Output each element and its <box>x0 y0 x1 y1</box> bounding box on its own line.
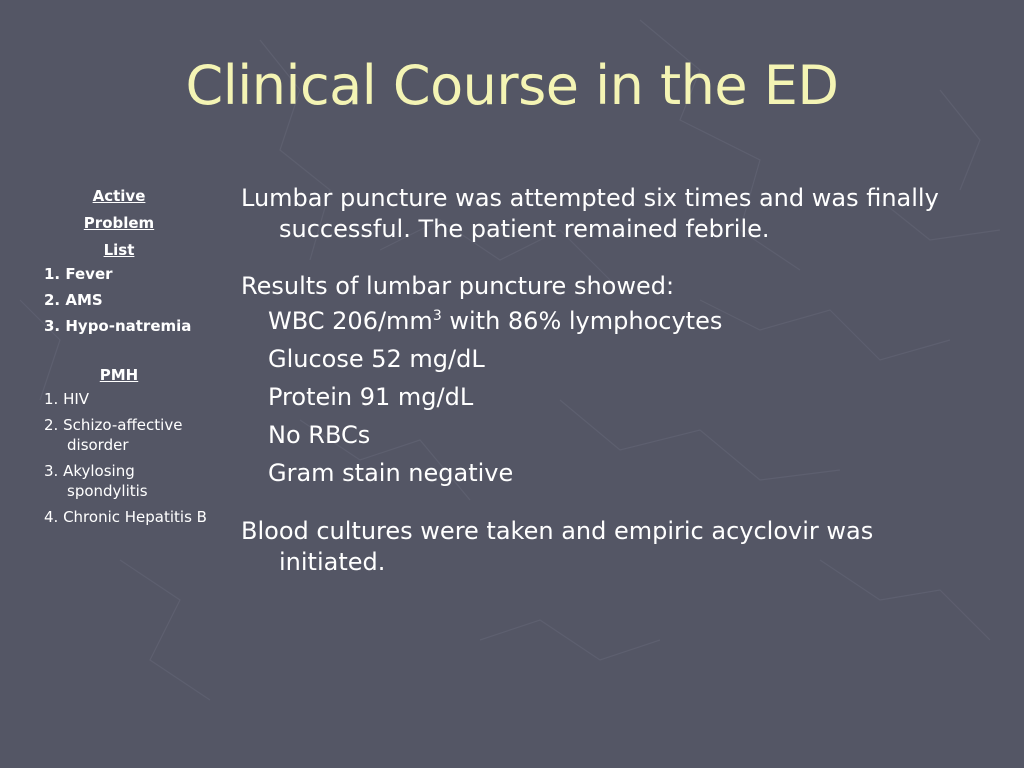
protein-result: Protein 91 mg/dL <box>268 383 474 411</box>
results-heading: Results of lumbar puncture showed: <box>241 272 675 300</box>
slide-title: Clinical Course in the ED <box>185 54 839 117</box>
problem-item-ams: 2. AMS <box>44 291 103 309</box>
active-heading-line-2: Problem <box>83 214 155 232</box>
pmh-item-hiv: 1. HIV <box>44 390 90 408</box>
gram-stain-result: Gram stain negative <box>268 459 514 487</box>
lumbar-puncture-paragraph: Lumbar puncture was attempted six times and was finally successful. The patient remained febrile. <box>241 184 939 243</box>
pmh-item-spondylitis: 3. Akylosing spondylitis <box>44 462 148 500</box>
pmh-item-hepatitis: 4. Chronic Hepatitis B <box>44 508 207 526</box>
pmh-item-schizoaffective: 2. Schizo-affective disorder <box>44 416 183 454</box>
active-heading-line-1: Active <box>92 187 146 205</box>
pmh-heading: PMH <box>99 366 139 384</box>
active-problem-sidebar <box>44 183 214 527</box>
active-heading-line-3: List <box>103 241 135 259</box>
wbc-suffix: with 86% lymphocytes <box>441 307 723 335</box>
rbc-result: No RBCs <box>268 421 371 449</box>
wbc-superscript: 3 <box>432 308 442 324</box>
glucose-result: Glucose 52 mg/dL <box>268 345 485 373</box>
problem-item-fever: 1. Fever <box>44 265 113 283</box>
main-content <box>241 183 981 578</box>
problem-item-hyponatremia: 3. Hypo-natremia <box>44 317 192 335</box>
wbc-prefix: WBC 206/mm <box>268 307 433 335</box>
wbc-result <box>241 302 981 340</box>
blood-cultures-paragraph: Blood cultures were taken and empiric acyclovir was initiated. <box>241 517 874 576</box>
